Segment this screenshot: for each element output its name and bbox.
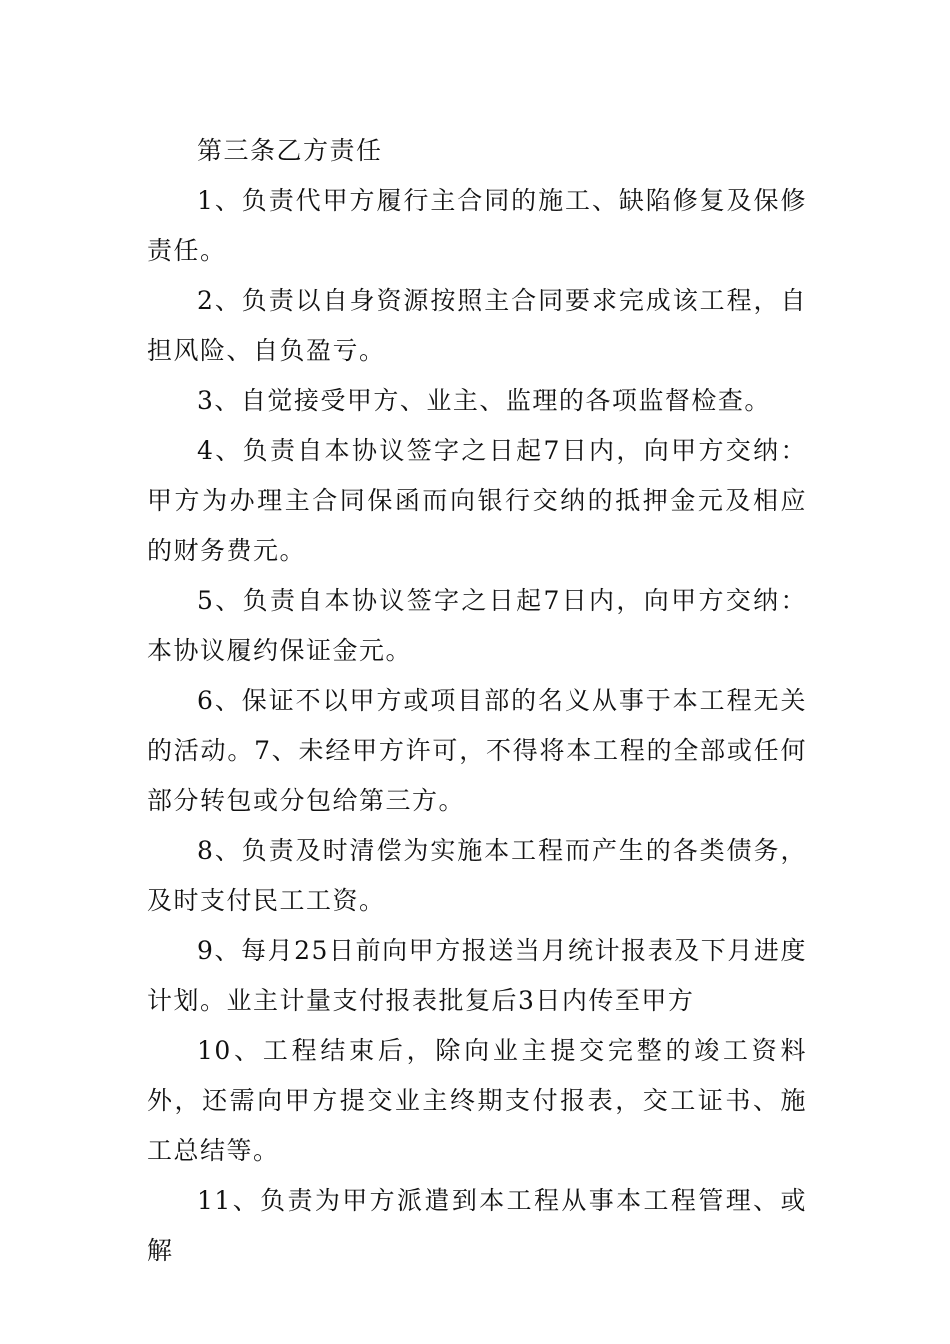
- clause-6-7: 6、保证不以甲方或项目部的名义从事于本工程无关的活动。7、未经甲方许可，不得将本工程的全部或任何部分转包或分包给第三方。: [147, 686, 807, 815]
- clause-2: 2、负责以自身资源按照主合同要求完成该工程，自担风险、自负盈亏。: [147, 286, 807, 365]
- clause-10: 10、工程结束后，除向业主提交完整的竣工资料外，还需向甲方提交业主终期支付报表，交工证书、施工总结等。: [147, 1036, 807, 1165]
- clause-1: 1、负责代甲方履行主合同的施工、缺陷修复及保修责任。: [147, 186, 807, 265]
- section-heading: 第三条乙方责任: [197, 136, 383, 165]
- clause-4: 4、负责自本协议签字之日起7日内，向甲方交纳：甲方为办理主合同保函而向银行交纳的抵押金元及相应的财务费元。: [147, 436, 807, 565]
- clause-9: 9、每月25日前向甲方报送当月统计报表及下月进度计划。业主计量支付报表批复后3日内传至甲方: [147, 936, 807, 1015]
- clause-5: 5、负责自本协议签字之日起7日内，向甲方交纳：本协议履约保证金元。: [147, 586, 807, 665]
- document-body: [147, 126, 807, 1276]
- clause-3: 3、自觉接受甲方、业主、监理的各项监督检查。: [197, 386, 771, 415]
- clause-8: 8、负责及时清偿为实施本工程而产生的各类债务，及时支付民工工资。: [147, 836, 807, 915]
- clause-11: 11、负责为甲方派遣到本工程从事本工程管理、或解: [147, 1186, 807, 1265]
